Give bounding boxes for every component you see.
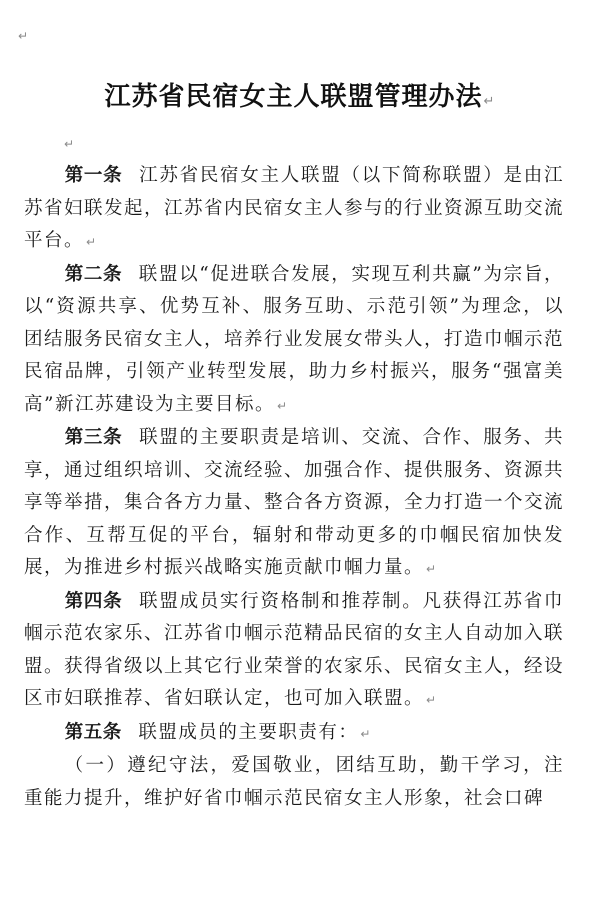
- article-1: [24, 160, 564, 259]
- article-4: [24, 586, 564, 717]
- article-3: [24, 422, 564, 586]
- article-label: 第三条: [64, 427, 123, 448]
- document-body: [24, 160, 564, 815]
- article-text: 联盟成员实行资格制和推荐制。凡获得江苏省巾帼示范农家乐、江苏省巾帼示范精品民宿的女主人自动加入联盟。获得省级以上其它行业荣誉的农家乐、民宿女主人，经设区市妇联推荐、省妇联认定，也可加入联盟。: [24, 590, 565, 709]
- article-2: [24, 259, 564, 423]
- paragraph-mark-icon: ↵: [276, 398, 289, 413]
- article-5: [24, 717, 564, 751]
- article-label: 第五条: [64, 721, 122, 743]
- paragraph-mark-icon: ↵: [86, 235, 98, 249]
- article-5-item-1: [24, 750, 564, 815]
- article-text: 联盟的主要职责是培训、交流、合作、服务、共享，通过组织培训、交流经验、加强合作、提供服务、资源共享等举措，集合各方力量、整合各方资源，全力打造一个交流合作、互帮互促的平台，辐射和带动更多的巾帼民宿加快发展，为推进乡村振兴战略实施贡献巾帼力量。: [24, 427, 565, 578]
- paragraph-mark-icon: ↵: [426, 693, 438, 707]
- article-label: 第一条: [64, 165, 123, 186]
- article-label: 第二条: [64, 263, 123, 285]
- article-text: 江苏省民宿女主人联盟（以下简称联盟）是由江苏省妇联发起，江苏省内民宿女主人参与的行业资源互助交流平台。: [24, 165, 565, 251]
- paragraph-mark-icon: ↵: [483, 94, 496, 109]
- paragraph-mark-icon: ↵: [18, 29, 29, 43]
- article-text: 联盟成员的主要职责有：: [138, 721, 359, 743]
- paragraph-mark-icon: ↵: [360, 726, 372, 741]
- paragraph-mark-icon: ↵: [426, 562, 438, 576]
- article-label: 第四条: [64, 590, 123, 612]
- paragraph-mark-icon: ↵: [64, 137, 75, 151]
- document-title-text: 江苏省民宿女主人联盟管理办法: [104, 82, 483, 112]
- document-title: [0, 76, 600, 113]
- item-text: （一）遵纪守法，爱国敬业，团结互助，勤干学习，注重能力提升，维护好省巾帼示范民宿女主人形象，社会口碑: [24, 755, 564, 809]
- article-text: 联盟以“促进联合发展，实现互利共赢”为宗旨，以“资源共享、优势互补、服务互助、示范引领”为理念，以团结服务民宿女主人，培养行业发展女带头人，打造巾帼示范民宿品牌，引领产业转型发展，助力乡村振兴，服务“强富美高”新江苏建设为主要目标。: [24, 263, 565, 415]
